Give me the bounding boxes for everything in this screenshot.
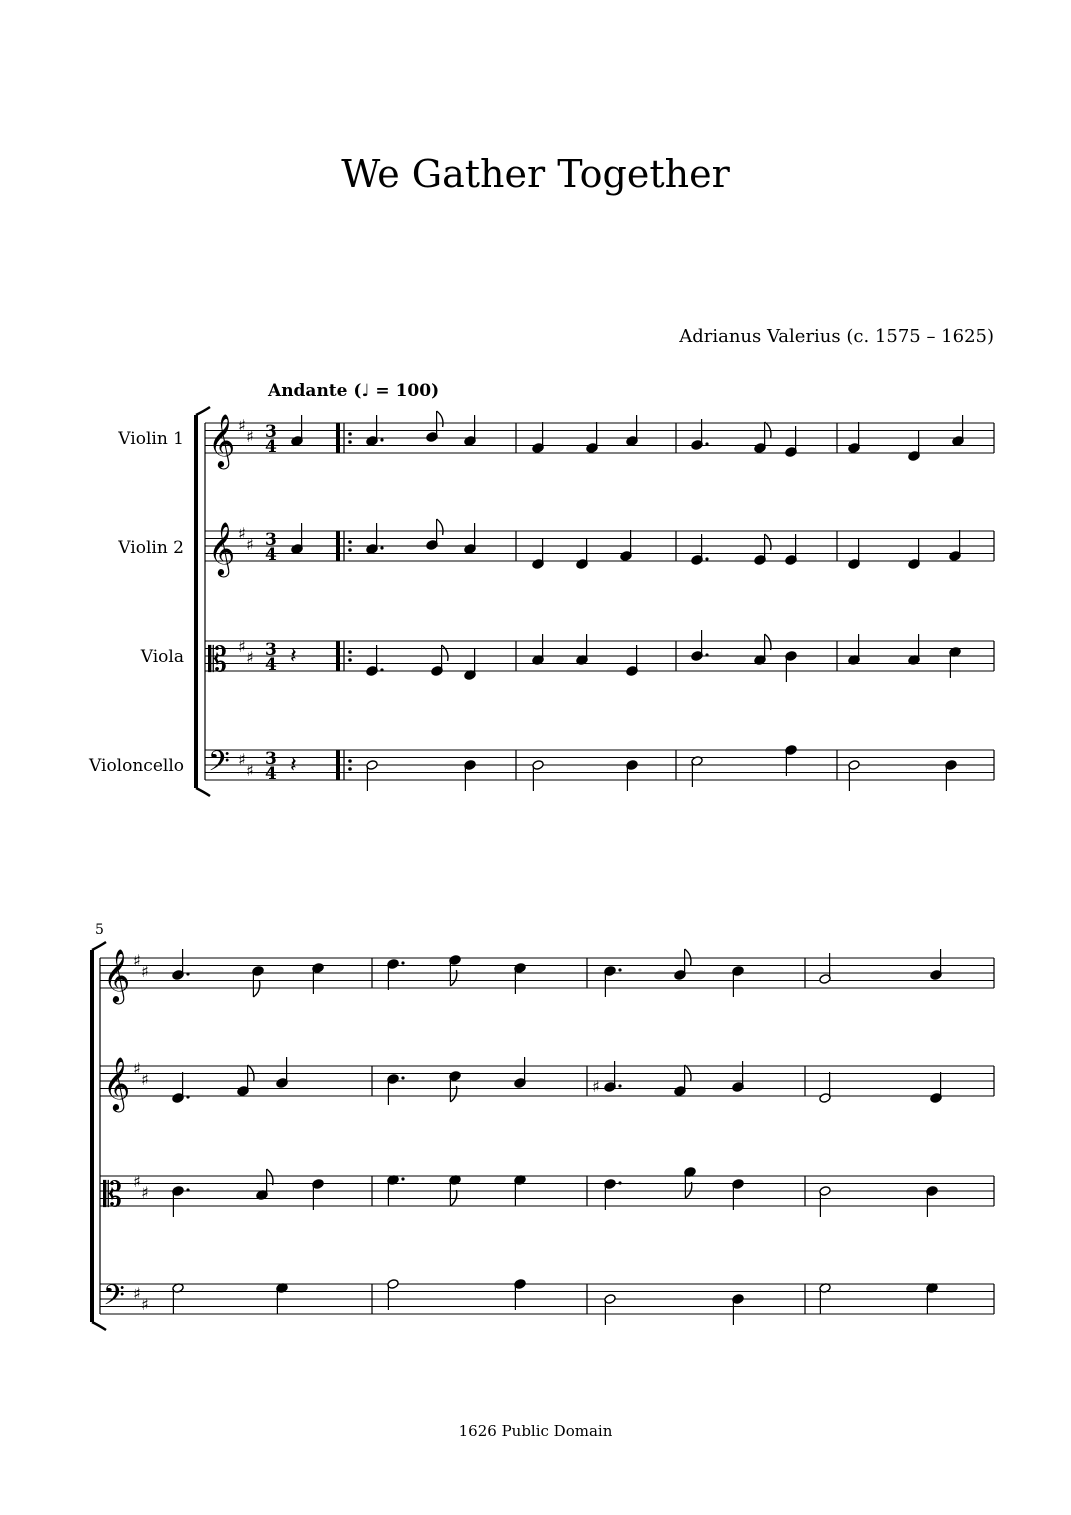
treble-clef-icon: 𝄞: [103, 1056, 131, 1110]
note-dot: [401, 1076, 404, 1079]
quarter-note-icon: ♩: [361, 381, 370, 401]
note-dot: [705, 557, 708, 560]
note-dot: [618, 968, 621, 971]
instrument-label-violin2: Violin 2: [118, 538, 184, 558]
bass-clef-icon: 𝄢: [208, 745, 230, 785]
treble-clef-icon: 𝄞: [103, 948, 131, 1002]
treble-clef-icon: 𝄞: [208, 521, 236, 575]
time-sig-denominator: 4: [265, 764, 277, 784]
time-sig-numerator: 3: [265, 749, 277, 769]
note-dot: [401, 961, 404, 964]
quarter-rest-icon: 𝄽: [290, 644, 297, 669]
time-sig-denominator: 4: [265, 655, 277, 675]
note-dot: [705, 442, 708, 445]
sharp-icon: ♯: [141, 1070, 149, 1089]
time-sig-numerator: 3: [265, 422, 277, 442]
note-flag: [437, 519, 443, 535]
instrument-label-cello: Violoncello: [89, 756, 184, 776]
sharp-icon: ♯: [133, 1059, 141, 1078]
note-dot: [186, 1188, 189, 1191]
sharp-icon: ♯: [246, 427, 254, 446]
note-flag: [450, 970, 456, 986]
note-dot: [618, 1181, 621, 1184]
bass-clef-icon: 𝄢: [103, 1279, 125, 1319]
note-dot: [705, 653, 708, 656]
repeat-dot: [348, 548, 352, 552]
sharp-icon: ♯: [141, 962, 149, 981]
note-dot: [186, 972, 189, 975]
sharp-icon: ♯: [246, 648, 254, 667]
tempo-marking: Andante (♩ = 100): [268, 381, 440, 401]
note-dot: [186, 1095, 189, 1098]
sharp-icon: ♯: [141, 1183, 149, 1202]
instrument-label-viola: Viola: [140, 647, 184, 667]
composer: Adrianus Valerius (c. 1575 – 1625): [679, 326, 994, 347]
alto-clef-icon: 𝄡: [208, 640, 227, 680]
treble-clef-icon: 𝄞: [208, 413, 236, 467]
note-flag: [765, 534, 771, 550]
sharp-icon: ♯: [141, 1295, 149, 1314]
tempo-bpm: = 100: [375, 381, 432, 401]
repeat-dot: [348, 432, 352, 436]
time-sig-denominator: 4: [265, 437, 277, 457]
sharp-icon: ♯: [592, 1077, 600, 1096]
score-title: We Gather Together: [341, 152, 730, 196]
quarter-rest-icon: 𝄽: [290, 753, 297, 778]
note-flag: [765, 634, 771, 650]
note-dot: [401, 1177, 404, 1180]
sharp-icon: ♯: [246, 761, 254, 780]
repeat-dot: [348, 650, 352, 654]
time-sig-numerator: 3: [265, 530, 277, 550]
repeat-dot: [348, 440, 352, 444]
sharp-icon: ♯: [133, 951, 141, 970]
instrument-label-violin1: Violin 1: [118, 429, 184, 449]
tempo-text: Andante: [268, 381, 348, 401]
note-flag: [685, 1182, 691, 1198]
repeat-dot: [348, 540, 352, 544]
bracket-cap: [196, 788, 210, 796]
note-flag: [442, 645, 448, 661]
repeat-dot: [348, 767, 352, 771]
measure-number: 5: [95, 922, 104, 938]
note-flag: [253, 981, 259, 997]
footer-copyright: 1626 Public Domain: [458, 1422, 613, 1440]
note-dot: [618, 1084, 621, 1087]
bracket-cap: [92, 1322, 106, 1330]
sharp-icon: ♯: [238, 750, 246, 769]
repeat-dot: [348, 658, 352, 662]
sharp-icon: ♯: [238, 637, 246, 656]
note-flag: [437, 411, 443, 427]
note-dot: [380, 668, 383, 671]
alto-clef-icon: 𝄡: [103, 1175, 122, 1215]
note-flag: [267, 1169, 273, 1185]
note-dot: [380, 546, 383, 549]
sharp-icon: ♯: [238, 416, 246, 435]
sharp-icon: ♯: [133, 1172, 141, 1191]
time-sig-denominator: 4: [265, 545, 277, 565]
note-dot: [380, 438, 383, 441]
time-sig-numerator: 3: [265, 640, 277, 660]
note-flag: [685, 949, 691, 965]
repeat-dot: [348, 759, 352, 763]
sharp-icon: ♯: [238, 524, 246, 543]
sharp-icon: ♯: [246, 535, 254, 554]
sharp-icon: ♯: [133, 1284, 141, 1303]
